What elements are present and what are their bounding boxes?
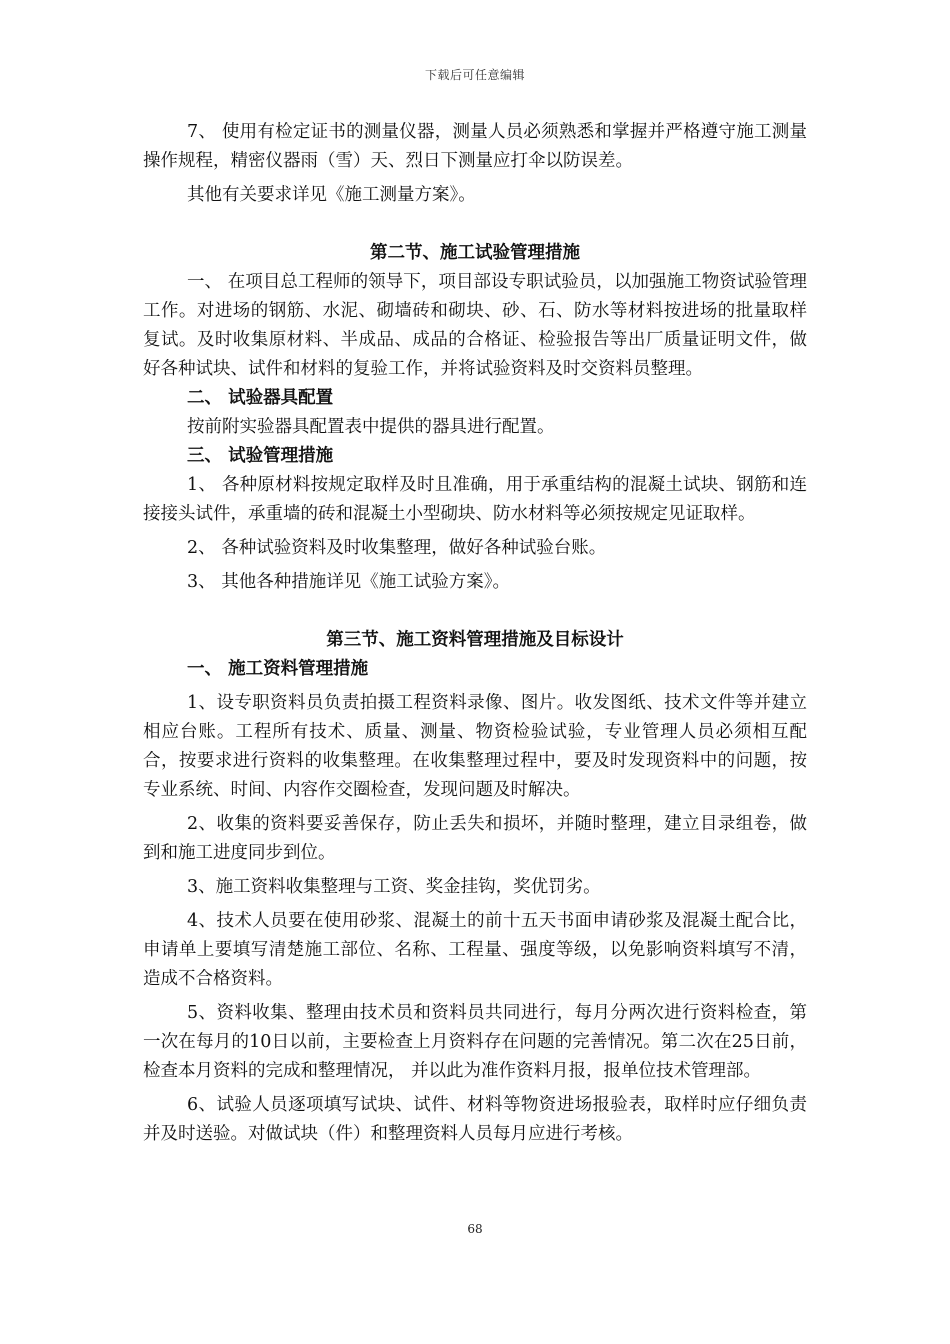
page-number: 68	[467, 1222, 483, 1236]
paragraph-mix-ratio-request: 4、技术人员要在使用砂浆、混凝土的前十五天书面申请砂浆及混凝土配合比，申请单上要填写清楚施工部位、名称、工程量、强度等级，以免影响资料填写不清，造成不合格资料。	[143, 911, 807, 989]
paragraph-measurement-instruments: 7、 使用有检定证书的测量仪器，测量人员必须熟悉和掌握并严格遵守施工测量操作规程，精密仪器雨（雪）天、烈日下测量应打伞以防误差。	[143, 122, 807, 171]
paragraph-test-officer: 一、 在项目总工程师的领导下，项目部设专职试验员，以加强施工物资试验管理工作。对进场的钢筋、水泥、砌墙砖和砌块、砂、石、防水等材料按进场的批量取样复试。及时收集原材料、半成品、成品的合格证、检验报告等出厂质量证明文件，做好各种试块、试件和材料的复验工作，并将试验资料及时交资料员整理。	[143, 272, 807, 379]
page-header-note: 下载后可任意编辑	[424, 68, 525, 82]
paragraph-document-storage: 2、收集的资料要妥善保存，防止丢失和损坏，并随时整理，建立目录组卷，做到和施工进度同步到位。	[143, 814, 807, 863]
paragraph-document-officer: 1、设专职资料员负责拍摄工程资料录像、图片。收发图纸、技术文件等并建立相应台账。工程所有技术、质量、测量、物资检验试验，专业管理人员必须相互配合，按要求进行资料的收集整理。在收集整理过程中，要及时发现资料中的问题，按专业系统、时间、内容作交圈检查，发现问题及时解决。	[143, 693, 807, 800]
paragraph-document-bonus: 3、施工资料收集整理与工资、奖金挂钩，奖优罚劣。	[187, 877, 601, 897]
paragraph-measurement-plan-ref: 其他有关要求详见《施工测量方案》。	[187, 185, 476, 205]
document-body	[143, 118, 807, 1149]
subheading-test-equipment: 二、 试验器具配置	[187, 388, 334, 408]
paragraph-equipment-config: 按前附实验器具配置表中提供的器具进行配置。	[187, 417, 555, 437]
section-3-title: 第三节、施工资料管理措施及目标设计	[326, 630, 624, 650]
paragraph-test-plan-ref: 3、 其他各种措施详见《施工试验方案》。	[187, 572, 510, 592]
paragraph-inspection-form: 6、试验人员逐项填写试块、试件、材料等物资进场报验表，取样时应仔细负责并及时送验。对做试块（件）和整理资料人员每月应进行考核。	[143, 1095, 807, 1144]
subheading-document-management: 一、 施工资料管理措施	[187, 659, 369, 679]
paragraph-monthly-check: 5、资料收集、整理由技术员和资料员共同进行，每月分两次进行资料检查，第一次在每月的10日以前，主要检查上月资料存在问题的完善情况。第二次在25日前，检查本月资料的完成和整理情况， 并以此为准作资料月报，报单位技术管理部。	[143, 1003, 807, 1081]
section-2-title: 第二节、施工试验管理措施	[370, 243, 580, 263]
subheading-test-management: 三、 试验管理措施	[187, 446, 334, 466]
paragraph-sampling: 1、 各种原材料按规定取样及时且准确，用于承重结构的混凝土试块、钢筋和连接接头试件，承重墙的砖和混凝土小型砌块、防水材料等必须按规定见证取样。	[143, 475, 807, 524]
paragraph-test-records: 2、 各种试验资料及时收集整理，做好各种试验台账。	[187, 538, 607, 558]
